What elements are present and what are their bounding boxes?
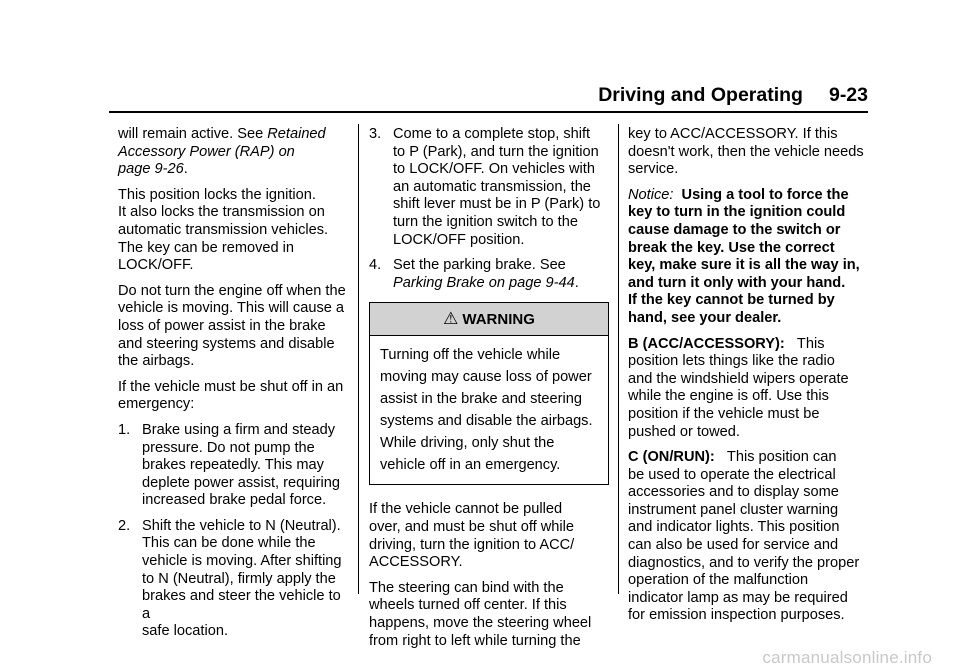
paragraph-cannot-pull-over: If the vehicle cannot be pulled over, and must be shut off while driving, turn the ignition to ACC/ ACCESSORY. xyxy=(369,501,575,571)
column-divider-2 xyxy=(618,124,619,594)
column-3 xyxy=(628,126,868,633)
link-parking-brake[interactable]: Parking Brake on page 9-44 xyxy=(393,274,575,291)
paragraph-lock-position: This position locks the ignition. It also locks the transmission on automatic transmission vehicles. The key can be removed in LOCK/OFF. xyxy=(118,186,329,274)
warning-box xyxy=(369,302,609,485)
paragraph-acc-accessory: B (ACC/ACCESSORY): This position lets things like the radio and the windshield wipers operate while the engine is off. Use this position if the vehicle must be pushed or towed. xyxy=(628,335,849,440)
link-rap-page[interactable]: page 9-26 xyxy=(118,161,184,178)
header-rule xyxy=(109,111,868,113)
watermark: carmanualsonline.info xyxy=(762,648,932,667)
paragraph-key-service: key to ACC/ACCESSORY. If this doesn't work, then the vehicle needs service. xyxy=(628,126,864,178)
link-rap-line[interactable]: Accessory Power (RAP) on xyxy=(118,143,295,160)
paragraph-on-run: C (ON/RUN): This position can be used to operate the electrical accessories and to display some instrument panel cluster warning and indicator lights. This position can also be used for service and diagnostics, and to verify the proper operation of the malfunction indicator lamp as may be required for emission inspection purposes. xyxy=(628,449,860,624)
list-item-step-3: 3. Come to a complete stop, shift to P (Park), and turn the ignition to LOCK/OFF. On vehicles with an automatic transmission, the shift lever must be in P (Park) to turn the ignition switch to the LOCK/OFF position. xyxy=(369,126,601,248)
acc-label: B (ACC/ACCESSORY): xyxy=(628,335,785,352)
paragraph-notice: Notice: Using a tool to force the key to turn in the ignition could cause damage to the switch or break the key. Use the correct key, make sure it is all the way in, and turn it only with your hand. If the key cannot be turned by hand, see your dealer. xyxy=(628,186,860,326)
notice-label: Notice: xyxy=(628,186,674,203)
list-item-step-4: 4. Set the parking brake. See Parking Brake on page 9-44. xyxy=(369,257,579,291)
warning-triangle-icon: ⚠ xyxy=(443,308,459,328)
warning-title: WARNING xyxy=(462,310,535,328)
column-divider-1 xyxy=(358,124,359,594)
paragraph-engine-off-warning: Do not turn the engine off when the vehicle is moving. This will cause a loss of power assist in the brake and steering systems and disable the airbags. xyxy=(118,282,346,370)
page-number: 9-23 xyxy=(828,84,868,106)
page-header xyxy=(109,83,868,107)
link-retained[interactable]: Retained xyxy=(267,126,326,142)
paragraph-emergency-intro: If the vehicle must be shut off in an emergency: xyxy=(118,378,344,413)
on-run-label: C (ON/RUN): xyxy=(628,449,715,466)
paragraph-steering-bind: The steering can bind with the wheels turned off center. If this happens, move the steering wheel from right to left while turning the xyxy=(369,579,592,649)
column-2 xyxy=(369,126,611,658)
column-1 xyxy=(118,126,350,649)
warning-body: Turning off the vehicle while moving may cause loss of power assist in the brake and steering systems and disable the airbags. While driving, only shut the vehicle off in an emergency. xyxy=(380,347,593,474)
section-title: Driving and Operating xyxy=(598,84,803,106)
list-item-step-2: 2. Shift the vehicle to N (Neutral). This can be done while the vehicle is moving. After shifting to N (Neutral), firmly apply the brakes and steer the vehicle to a safe location. xyxy=(118,517,342,640)
warning-header xyxy=(370,303,608,336)
list-item-step-1: 1. Brake using a firm and steady pressure. Do not pump the brakes repeatedly. This may deplete power assist, requiring increased brake pedal force. xyxy=(118,421,340,509)
paragraph-rap-reference: will remain active. See Retained Accessory Power (RAP) on page 9-26. xyxy=(118,126,350,179)
